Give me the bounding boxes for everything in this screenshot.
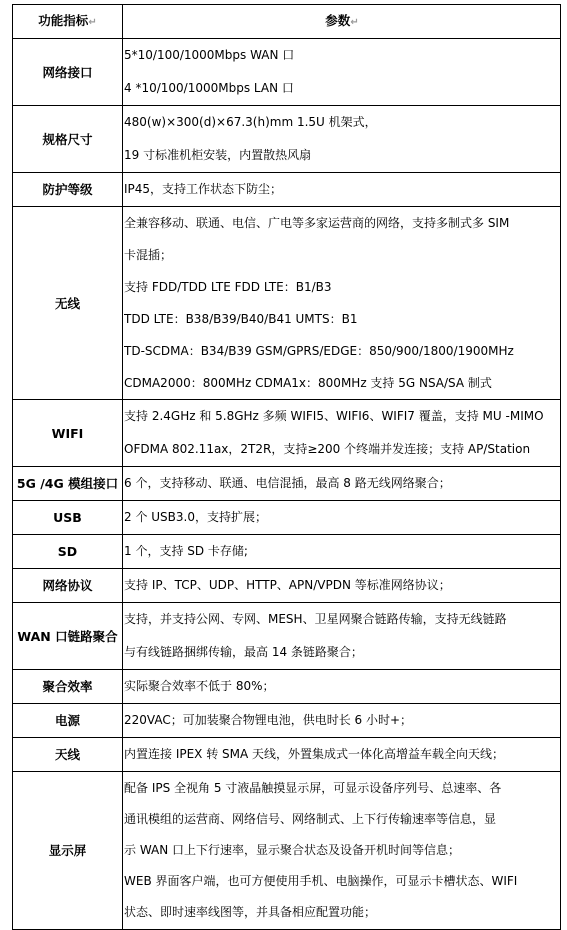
row-value (123, 400, 561, 467)
spec-table (12, 4, 561, 930)
row-value (123, 704, 561, 738)
value-line: 支持 IP、TCP、UDP、HTTP、APN/VPDN 等标准网络协议； (124, 578, 451, 592)
value-line: 支持 2.4GHz 和 5.8GHz 多频 WIFI5、WIFI6、WIFI7 覆盖，支持 MU -MIMO (124, 409, 544, 423)
value-line: 实际聚合效率不低于 80%； (124, 679, 275, 693)
value-line: 19 寸标准机柜安装，内置散热风扇 (124, 148, 312, 162)
value-line: 与有线链路捆绑传输，最高 14 条链路聚合； (124, 645, 363, 659)
table-row (13, 501, 561, 535)
cell-end-mark: ↵ (88, 17, 97, 28)
table-row (13, 603, 561, 670)
value-line: 支持 FDD/TDD LTE FDD LTE：B1/B3 (124, 280, 332, 294)
value-line: OFDMA 802.11ax，2T2R，支持≥200 个终端并发连接；支持 AP/Station (124, 442, 531, 456)
row-key: 网络协议 (13, 569, 123, 603)
value-line: TD-SCDMA：B34/B39 GSM/GPRS/EDGE：850/900/1800/1900MHz (124, 344, 514, 358)
row-key: 防护等级 (13, 173, 123, 207)
row-value (123, 603, 561, 670)
value-line: 状态、即时速率线图等，并具备相应配置功能； (124, 905, 377, 919)
row-value (123, 738, 561, 772)
value-line: 配备 IPS 全视角 5 寸液晶触摸显示屏，可显示设备序列号、总速率、各 (124, 781, 502, 795)
table-row (13, 704, 561, 738)
row-value (123, 39, 561, 106)
value-line: 全兼容移动、联通、电信、广电等多家运营商的网络，支持多制式多 SIM (124, 216, 510, 230)
value-line: WEB 界面客户端，也可方便使用手机、电脑操作，可显示卡槽状态、WIFI (124, 874, 518, 888)
value-line: 480(w)×300(d)×67.3(h)mm 1.5U 机架式， (124, 115, 377, 129)
row-key: 无线 (13, 207, 123, 400)
value-line: 卡混插； (124, 248, 173, 262)
header-value: 参数 (325, 13, 351, 28)
value-line: IP45，支持工作状态下防尘； (124, 182, 283, 196)
value-line: TDD LTE：B38/B39/B40/B41 UMTS：B1 (124, 312, 358, 326)
row-key: WAN 口链路聚合 (13, 603, 123, 670)
cell-end-mark: ↵ (350, 17, 359, 28)
table-header-row (13, 5, 561, 39)
row-key: SD (13, 535, 123, 569)
row-key: 天线 (13, 738, 123, 772)
row-key: 显示屏 (13, 772, 123, 930)
table-row (13, 535, 561, 569)
table-row (13, 569, 561, 603)
row-value (123, 569, 561, 603)
row-key: 5G /4G 模组接口 (13, 467, 123, 501)
header-key: 功能指标 (38, 13, 89, 28)
row-key: WIFI (13, 400, 123, 467)
table-row (13, 207, 561, 400)
row-key: 规格尺寸 (13, 106, 123, 173)
table-row (13, 738, 561, 772)
table-row (13, 173, 561, 207)
row-value (123, 207, 561, 400)
table-row (13, 670, 561, 704)
row-value (123, 467, 561, 501)
row-key: USB (13, 501, 123, 535)
row-value (123, 501, 561, 535)
value-line: 1 个，支持 SD 卡存储; (124, 544, 248, 558)
value-line: 支持，并支持公网、专网、MESH、卫星网聚合链路传输，支持无线链路 (124, 612, 507, 626)
value-line: CDMA2000：800MHz CDMA1x：800MHz 支持 5G NSA/SA 制式 (124, 376, 492, 390)
table-row (13, 400, 561, 467)
row-key: 电源 (13, 704, 123, 738)
table-row (13, 39, 561, 106)
header-value-cell (123, 5, 561, 39)
table-row (13, 106, 561, 173)
header-key-cell (13, 5, 123, 39)
row-value (123, 106, 561, 173)
table-row (13, 467, 561, 501)
value-line: 2 个 USB3.0，支持扩展； (124, 510, 267, 524)
row-value (123, 772, 561, 930)
row-value (123, 535, 561, 569)
row-value (123, 173, 561, 207)
value-line: 5*10/100/1000Mbps WAN 口 (124, 48, 295, 62)
row-key: 聚合效率 (13, 670, 123, 704)
row-value (123, 670, 561, 704)
value-line: 通讯模组的运营商、网络信号、网络制式、上下行传输速率等信息，显 (124, 812, 497, 826)
value-line: 内置连接 IPEX 转 SMA 天线，外置集成式一体化高增益车载全向天线； (124, 747, 505, 761)
value-line: 220VAC；可加装聚合物锂电池，供电时长 6 小时+； (124, 713, 413, 727)
value-line: 6 个，支持移动、联通、电信混插，最高 8 路无线网络聚合； (124, 476, 451, 490)
value-line: 示 WAN 口上下行速率，显示聚合状态及设备开机时间等信息； (124, 843, 461, 857)
value-line: 4 *10/100/1000Mbps LAN 口 (124, 81, 294, 95)
table-row (13, 772, 561, 930)
row-key: 网络接口 (13, 39, 123, 106)
